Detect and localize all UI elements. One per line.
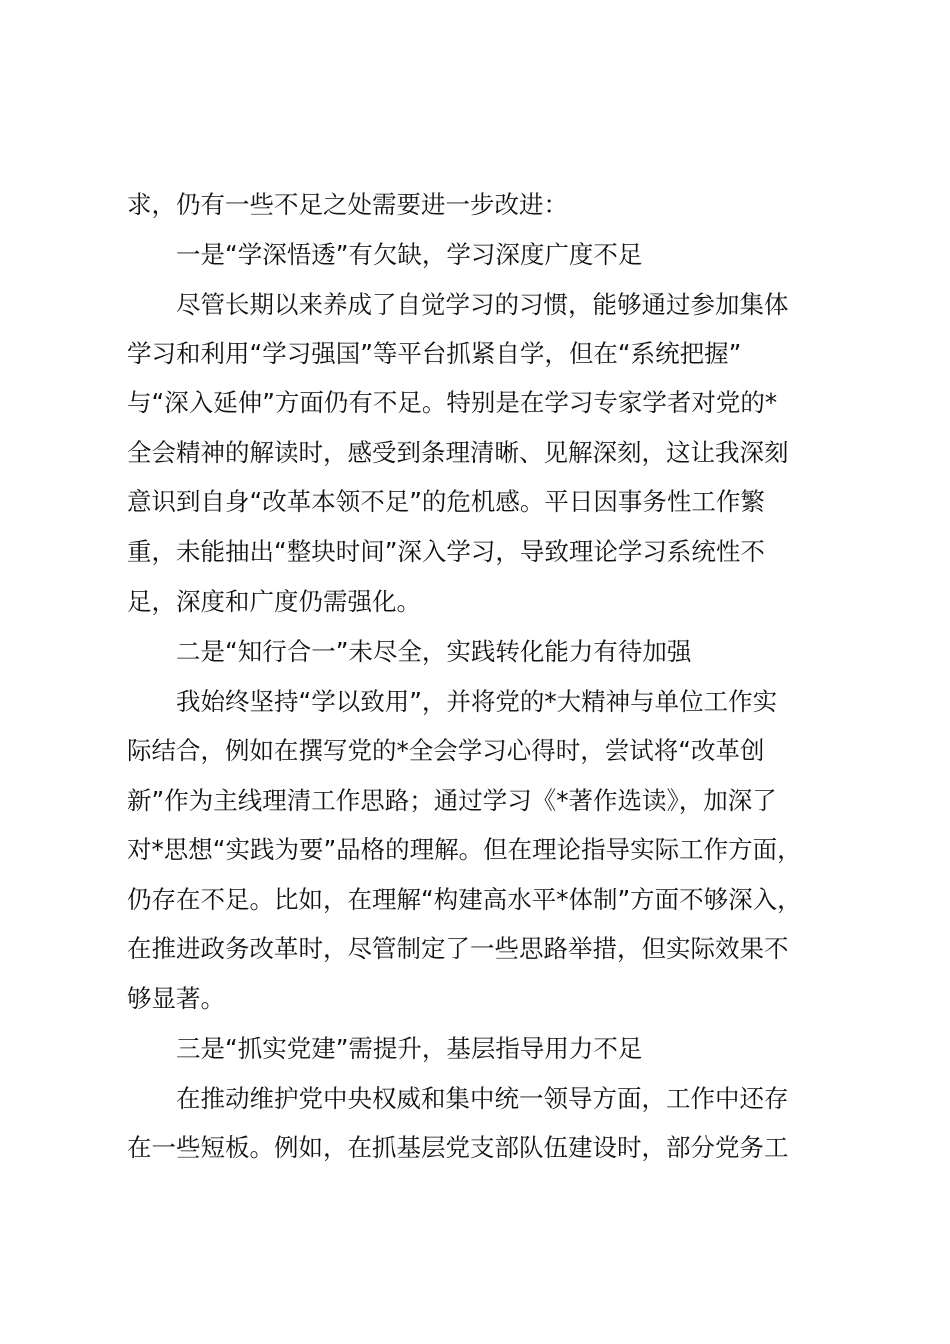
body-text-line: 在推进政务改革时，尽管制定了一些思路举措，但实际效果不 [127,934,789,963]
section-heading-2: 二是“知行合一”未尽全，实践转化能力有待加强 [176,637,692,666]
body-text-line: 新”作为主线理清工作思路；通过学习《*著作选读》，加深了 [127,786,777,815]
body-text-line: 与“深入延伸”方面仍有不足。特别是在学习专家学者对党的* [127,388,778,417]
section-heading-1: 一是“学深悟透”有欠缺，学习深度广度不足 [176,240,643,269]
body-text-line: 尽管长期以来养成了自觉学习的习惯，能够通过参加集体 [176,290,789,319]
body-text-line: 够显著。 [127,984,225,1013]
body-text-line: 重，未能抽出“整块时间”深入学习，导致理论学习系统性不 [127,537,765,566]
section-heading-3: 三是“抓实党建”需提升，基层指导用力不足 [176,1034,643,1063]
body-text-line: 在推动维护党中央权威和集中统一领导方面，工作中还存 [176,1084,789,1113]
body-text-line: 求，仍有一些不足之处需要进一步改进： [127,190,568,219]
body-text-line: 际结合，例如在撰写党的*全会学习心得时，尝试将“改革创 [127,736,765,765]
body-text-line: 足，深度和广度仍需强化。 [127,587,421,616]
body-text-line: 我始终坚持“学以致用”，并将党的*大精神与单位工作实 [176,687,778,716]
body-text-line: 意识到自身“改革本领不足”的危机感。平日因事务性工作繁 [127,487,765,516]
body-text-line: 全会精神的解读时，感受到条理清晰、见解深刻，这让我深刻 [127,438,789,467]
body-text-line: 在一些短板。例如，在抓基层党支部队伍建设时，部分党务工 [127,1133,789,1162]
body-text-line: 仍存在不足。比如，在理解“构建高水平*体制”方面不够深入， [127,885,802,914]
body-text-line: 学习和利用“学习强国”等平台抓紧自学，但在“系统把握” [127,339,742,368]
body-text-line: 对*思想“实践为要”品格的理解。但在理论指导实际工作方面， [127,835,802,864]
